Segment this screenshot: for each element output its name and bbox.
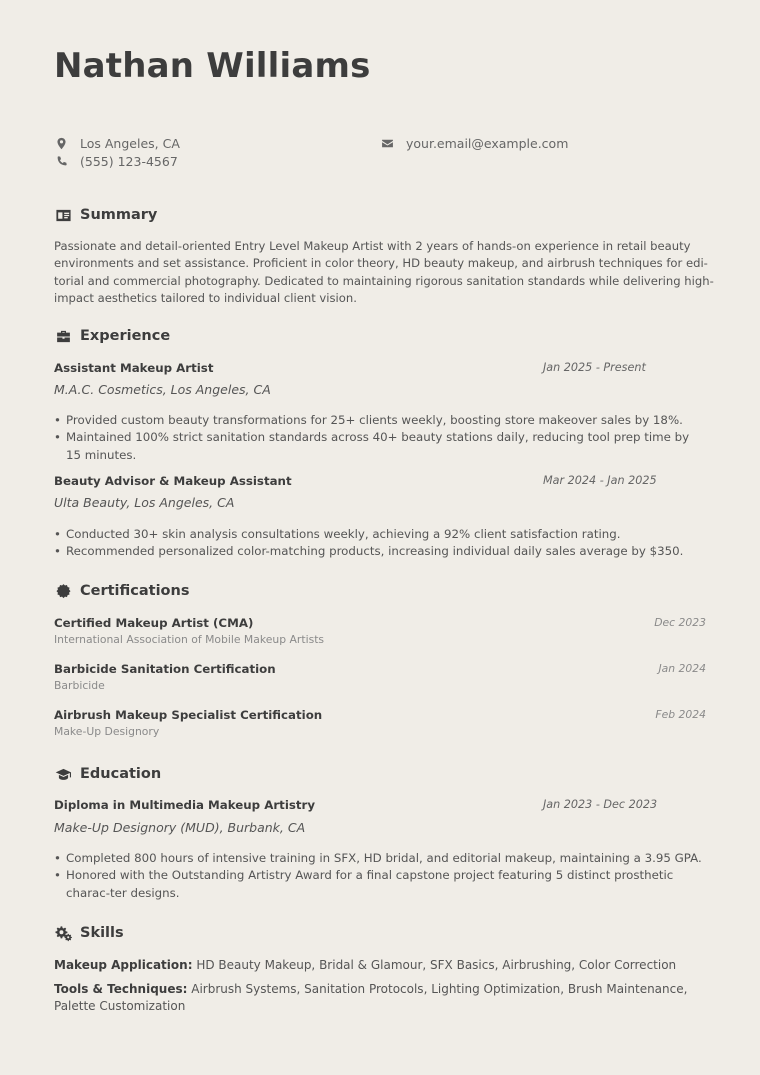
phone-text: (555) 123-4567 (80, 153, 178, 169)
section-header-experience (54, 327, 170, 345)
education-bullets (54, 850, 706, 902)
section-header-education (54, 765, 161, 783)
cert-title: Barbicide Sanitation Certification (54, 662, 276, 676)
skill-line (54, 981, 706, 1016)
id-card-icon (54, 206, 72, 224)
section-title: Education (80, 766, 162, 782)
summary-line: environments and set assistance. Proficient in color theory, HD beauty makeup, and airbrush techniques for edi- (54, 256, 708, 271)
section-title: Skills (80, 925, 124, 941)
job-title: Beauty Advisor & Makeup Assistant (54, 474, 292, 488)
contact-location (54, 135, 180, 151)
summary-line: Passionate and detail-oriented Entry Level Makeup Artist with 2 years of hands-on experience in retail beauty (54, 239, 691, 253)
job-company: Ulta Beauty, Los Angeles, CA (54, 495, 235, 510)
school-name: Make-Up Designory (MUD), Burbank, CA (54, 820, 306, 835)
degree-title: Diploma in Multimedia Makeup Artistry (54, 798, 316, 812)
briefcase-icon (54, 327, 72, 345)
summary-line: torial and commercial photography. Dedicated to maintaining rigorous sanitation standards while delivering high- (54, 273, 714, 288)
cert-date: Feb 2024 (655, 708, 706, 721)
location-text: Los Angeles, CA (80, 135, 180, 151)
cert-title: Airbrush Makeup Specialist Certification (54, 708, 323, 722)
skill-value: Airbrush Systems, Sanitation Protocols, Lighting Optimization, Brush Maintenance, Palette Customization (54, 982, 688, 1014)
skill-line (54, 957, 706, 974)
degree-date: Jan 2023 - Dec 2023 (543, 798, 658, 811)
section-title: Certifications (80, 583, 190, 599)
job-bullets (54, 412, 706, 464)
skill-label: Tools & Techniques: (54, 982, 188, 996)
cert-date: Dec 2023 (654, 616, 706, 629)
bullet-item: • Provided custom beauty transformations for 25+ clients weekly, boosting store makeover sales by 18%. (54, 412, 706, 429)
contact-email (380, 135, 568, 151)
map-pin-icon (54, 136, 68, 150)
skill-label: Makeup Application: (54, 958, 193, 972)
gears-icon (54, 924, 72, 942)
skill-value: HD Beauty Makeup, Bridal & Glamour, SFX Basics, Airbrushing, Color Correction (196, 958, 677, 972)
section-header-summary (54, 206, 157, 224)
email-link[interactable]: your.email@example.com (406, 135, 569, 151)
cert-issuer: Barbicide (54, 679, 105, 692)
certificate-badge-icon (54, 582, 72, 600)
job-company: M.A.C. Cosmetics, Los Angeles, CA (54, 382, 271, 397)
graduation-cap-icon (54, 765, 72, 783)
summary-line: impact aesthetics tailored to individual client vision. (54, 290, 357, 305)
cert-issuer: International Association of Mobile Makeup Artists (54, 633, 325, 646)
candidate-name: Nathan Williams (54, 46, 371, 86)
bullet-item: • Completed 800 hours of intensive training in SFX, HD bridal, and editorial makeup, maintaining a 3.95 GPA. (54, 850, 706, 867)
job-bullets (54, 526, 706, 561)
contact-phone (54, 153, 178, 169)
section-header-skills (54, 924, 124, 942)
envelope-icon (380, 136, 394, 150)
section-title: Experience (80, 328, 171, 344)
cert-date: Jan 2024 (658, 662, 706, 675)
summary-paragraph (54, 238, 714, 307)
cert-issuer: Make-Up Designory (54, 725, 160, 738)
bullet-item: • Maintained 100% strict sanitation standards across 40+ beauty stations daily, reducing tool prep time by 15 minutes. (54, 429, 706, 464)
section-header-certifications (54, 582, 189, 600)
cert-title: Certified Makeup Artist (CMA) (54, 616, 254, 630)
bullet-item: • Honored with the Outstanding Artistry Award for a final capstone project featuring 5 distinct prosthetic charac-ter designs. (54, 867, 706, 902)
job-date: Mar 2024 - Jan 2025 (543, 474, 657, 487)
bullet-item: • Recommended personalized color-matching products, increasing individual daily sales average by $350. (54, 543, 706, 560)
phone-icon (54, 154, 68, 168)
job-date: Jan 2025 - Present (543, 361, 646, 374)
bullet-item: • Conducted 30+ skin analysis consultations weekly, achieving a 92% client satisfaction rating. (54, 526, 706, 543)
job-title: Assistant Makeup Artist (54, 361, 214, 375)
section-title: Summary (80, 207, 158, 223)
